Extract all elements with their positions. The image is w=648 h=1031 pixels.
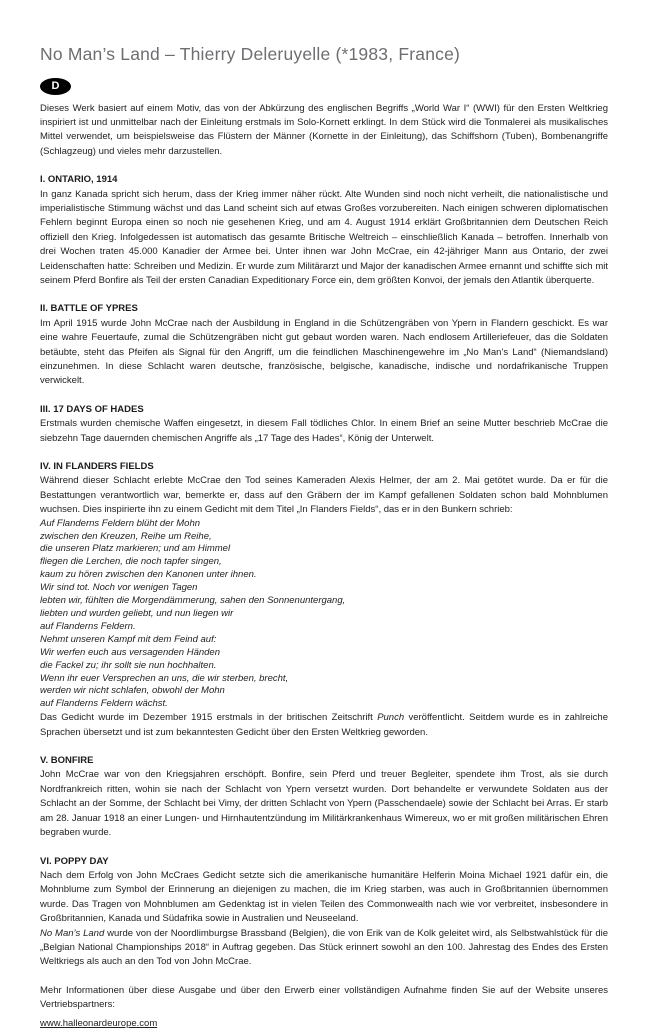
poem-line: Wir sind tot. Noch vor wenigen Tagen [40,582,198,594]
poem-line: Nehmt unseren Kampf mit dem Feind auf: [40,633,217,645]
distributor-website-link[interactable]: www.halleonardeurope.com [40,1017,158,1029]
poem-line: fliegen die Lerchen, die noch tapfer singen, [40,556,222,568]
poem-line: die Fackel zu; ihr sollt sie nun hochhalten. [40,659,217,671]
section-heading-battle-of-ypres: II. BATTLE OF YPRES [40,303,138,315]
section-heading-17-days-of-hades: III. 17 DAYS OF HADES [40,403,144,415]
section-heading-bonfire: V. BONFIRE [40,755,94,767]
section-paragraph-in-flanders-fields: Während dieser Schlacht erlebte McCrae den Tod seines Kameraden Alexis Helmer, der am 2. Mai getötet wurde. Da er für die Bestattungen verantwortlich war, bemerkte er, dass auf den Gräbern der im Kampf gefallenen Soldaten schon bald Mohnblumen wuchsen. Dies inspirierte ihn zu einem Gedicht mit dem Titel „In Flanders Fields“, das er in den Bunkern schrieb: [40,475,608,516]
after-poem-paragraph: Das Gedicht wurde im Dezember 1915 erstmals in der britischen Zeitschrift Punch veröffentlicht. Seitdem wurde es in zahlreiche Sprachen übersetzt und ist zum bekanntesten Gedicht über den Ersten Weltkrieg geworden. [40,712,609,738]
intro-paragraph: Dieses Werk basiert auf einem Motiv, das von der Abkürzung des englischen Begriffs „World War I“ (WWI) für den Ersten Weltkrieg inspiriert ist und unmittelbar nach der Einleitung erstmals im Solo-Kornett erklingt. In dem Stück wird die Tonmalerei als musikalisches Mittel verwendet, um beispielsweise das Flüstern der Männer (Kornette in der Einleitung), das Schiffshorn (Tuben), Bombenangriffe (Schlagzeug) und vieles mehr darzustellen. [40,102,608,157]
section-paragraph-ontario: In ganz Kanada spricht sich herum, dass der Krieg immer näher rückt. Alte Wunden sind noch nicht verheilt, die nationalistische und imperialistische Stimmung wächst und das Land scheint sich auf etwas Großes vorzubereiten. Nach einigen schweren diplomatischen Fehlern beginnt Europa einen so noch nie gesehenen Krieg, und am 4. August 1914 erklärt Großbritannien dem Deutschen Reich offiziell den Krieg. Infolgedessen ist automatisch das gesamte Britische Weltreich – einschließlich Kanada – betroffen. Innerhalb von drei Wochen traten 45.000 Kanadier der Armee bei. Unter ihnen war John McCrae, ein 42-jähriger Mann aus Ontario, der zwei Leidenschaften hatte: Schreiben und Medizin. Er wurde zum Militärarzt und Major der kanadischen Armee ernannt und schiffte sich mit seinem Pferd Bonfire als Teil der ersten Canadian Expeditionary Force ein, dem größten Konvoi, der jemals den Atlantik überquerte. [40,188,608,286]
poem-line: lebten wir, fühlten die Morgendämmerung, sahen den Sonnenuntergang, [40,595,346,607]
section-heading-poppy-day: VI. POPPY DAY [40,855,109,867]
distributor-note [40,984,608,1031]
piece-title: No Man’s Land – Thierry Deleruyelle (*1983, France) [40,44,461,64]
poem-line: kaum zu hören zwischen den Kanonen unter ihnen. [40,569,257,581]
language-badge-d: D [40,78,71,95]
poem-line: auf Flanderns Feldern wächst. [40,698,168,710]
poem-line: auf Flanderns Feldern. [40,620,136,632]
section-paragraph-bonfire: John McCrae war von den Kriegsjahren erschöpft. Bonfire, sein Pferd und treuer Begleiter, spendete ihm Trost, als sie durch Nordfrankreich ritten, wohin sie nach der Schlacht von Ypern versetzt wurden. Dort behandelte er verwundete Soldaten aus der Schlacht an der Somme, der Schlacht bei Vimy, der dritten Schlacht von Ypern (Passchendaele) sowie der Schlacht bei Arras. Er starb am 28. Januar 1918 an einer Lungen- und Hirnhautentzündung im Militärkrankenhaus Wimereux, wo er mit großen militärischen Ehren begraben wurde. [40,769,608,839]
section-paragraph-17-days-of-hades: Erstmals wurden chemische Waffen eingesetzt, in diesem Fall tödliches Chlor. In einem Brief an seine Mutter beschrieb McCrae die siebzehn Tage dauernden chemischen Angriffe als „17 Tage des Hades“, König der Unterwelt. [40,418,608,444]
poem-line: zwischen den Kreuzen, Reihe um Reihe, [40,530,212,542]
section-paragraph-battle-of-ypres: Im April 1915 wurde John McCrae nach der Ausbildung in England in die Schützengräben von Ypern in Flandern geschickt. Es war eine wahre Feuertaufe, zumal die Schützengräben nicht gut gebaut worden waren. Nach endlosem Artilleriefeuer, das die Soldaten betäubte, steht das Pfeifen als Signal für den Angriff, um die feindlichen Maschinengewehre im „No Man’s Land“ (Niemandsland) einzunehmen. In diese Schlacht waren deutsche, französische, belgische, kanadische, indische und nordafrikanische Truppen verwickelt. [40,317,608,387]
section-heading-in-flanders-fields: IV. IN FLANDERS FIELDS [40,461,154,473]
poem-line: die unseren Platz markieren; und am Himmel [40,543,231,555]
poem-in-flanders-fields [40,518,608,712]
poem-line: Wenn ihr euer Versprechen an uns, die wir sterben, brecht, [40,672,289,684]
section-paragraph-poppy-day: Nach dem Erfolg von John McCraes Gedicht setzte sich die amerikanische humanitäre Helferin Moina Michael 1921 dafür ein, die Mohnblume zum Symbol der Erinnerung an diejenigen zu machen, die im Krieg starben, was auch in Großbritannien übernommen wurde. Das Tragen von Mohnblumen am Gedenktag ist in vielen Teilen des Commonwealth nach wie vor verbreitet, insbesondere in Großbritannien, Kanada und Südafrika sowie in Australien und Neuseeland. [40,869,608,925]
poem-line: werden wir nicht schlafen, obwohl der Mohn [40,685,225,697]
poem-line: Auf Flanderns Feldern blüht der Mohn [40,517,201,529]
poem-line: liebten und wurden geliebt, und nun liegen wir [40,608,234,619]
poem-line: Wir werfen euch aus versagenden Händen [40,646,220,658]
section-heading-ontario-1914: I. ONTARIO, 1914 [40,174,118,186]
section-paragraph-poppy-day-commission: No Man’s Land wurde von der Noordlimburgse Brassband (Belgien), die von Erik van de Kolk geleitet wird, als Selbstwahlstück für die „Belgian National Championships 2018“ in Auftrag gegeben. Das Stück erinnert sowohl an den 100. Jahrestag des Endes des Ersten Weltkriegs als auch an den Tod von John McCrae. [40,927,609,968]
distributor-note-text: Mehr Informationen über diese Ausgabe und über den Erwerb einer vollständigen Aufnahme finden Sie auf der Website unseres Vertriebspartners: [40,984,608,1011]
